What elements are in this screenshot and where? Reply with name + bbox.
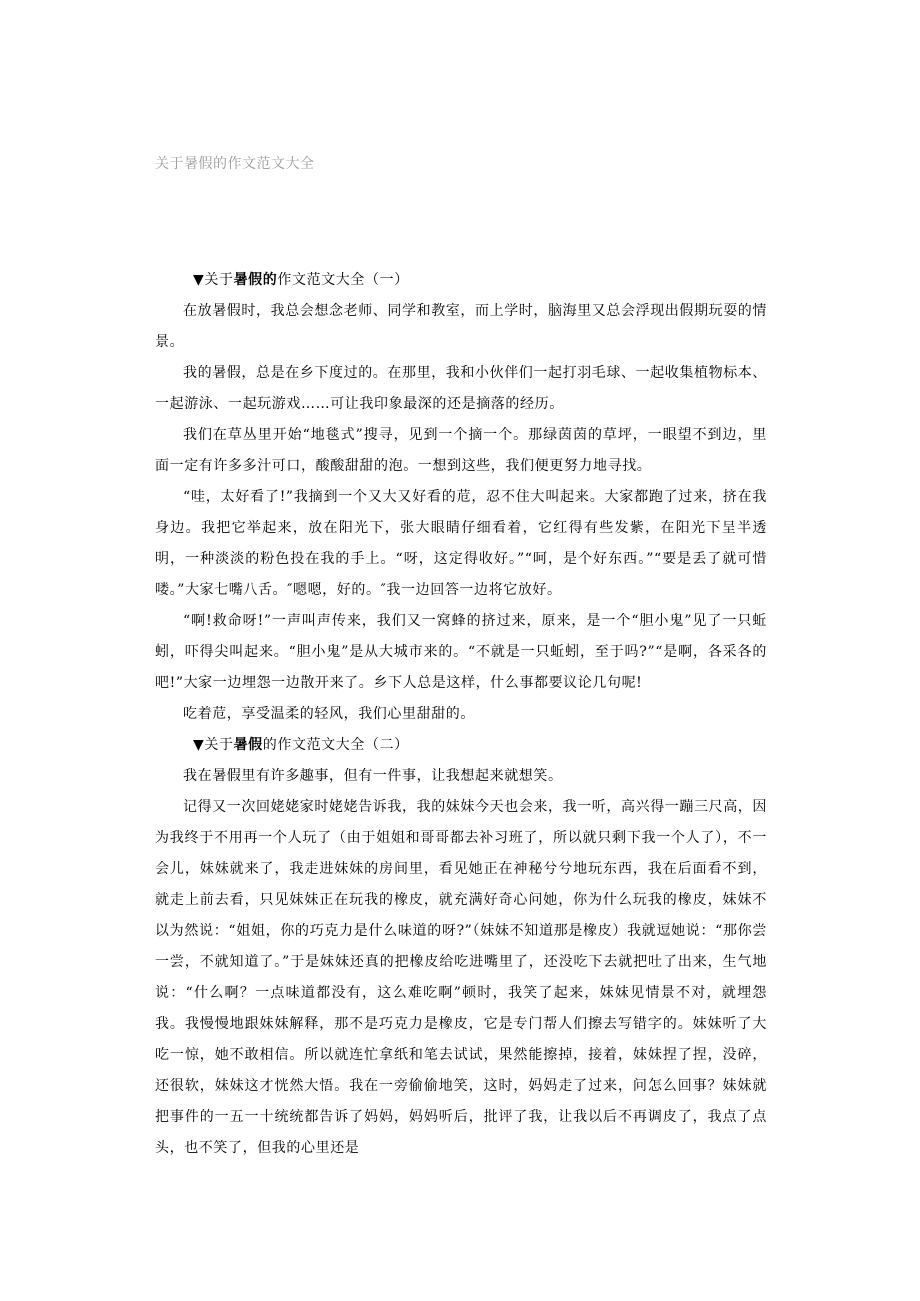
- section-heading-1: [155, 265, 767, 296]
- section-heading-2: [155, 730, 767, 761]
- paragraph: “啊!救命呀!”一声叫声传来，我们又一窝蜂的挤过来，原来，是一个“胆小鬼”见了一只蚯蚓，吓得尖叫起来。“胆小鬼”是从大城市来的。“不就是一只蚯蚓，至于吗?”“是啊，各采各的吧!”大家一边埋怨一边散开来了。乡下人总是这样，什么事都要议论几句呢!: [155, 613, 767, 691]
- heading-keyword: 暑假: [233, 737, 263, 753]
- paragraph: 在放暑假时，我总会想念老师、同学和教室，而上学时，脑海里又总会浮现出假期玩耍的情景。: [155, 303, 767, 350]
- paragraph: 我在暑假里有许多趣事，但有一件事，让我想起来就想笑。: [183, 768, 563, 784]
- heading-suffix: 作文范文大全（一）: [277, 272, 409, 288]
- paragraph: 吃着苊，享受温柔的轻风，我们心里甜甜的。: [183, 706, 475, 722]
- paragraph: 记得又一次回姥姥家时姥姥告诉我，我的妹妹今天也会来，我一听，高兴得一蹦三尺高，因为我终于不用再一个人玩了（由于姐姐和哥哥都去补习班了，所以就只剩下我一个人了），不一会儿，妹妹就来了，我走进妹妹的房间里，看见她正在神秘兮兮地玩东西，我在后面看不到，就走上前去看，只见妹妹正在玩我的橡皮，就充满好奇心问她，你为什么玩我的橡皮，妹妹不以为然说：“姐姐，你的巧克力是什么味道的呀?”（妹妹不知道那是橡皮）我就逗她说：“那你尝一尝，不就知道了。”于是妹妹还真的把橡皮给吃进嘴里了，还没吃下去就把吐了出来，生气地说：“什么啊？一点味道都没有，这么难吃啊”顿时，我笑了起来，妹妹见情景不对，就埋怨我。我慢慢地跟妹妹解释，那不是巧克力是橡皮，它是专门帮人们擦去写错字的。妹妹听了大吃一惊，她不敢相信。所以就连忙拿纸和笔去试试，果然能擦掉，接着，妹妹捏了捏，没碎，还很软，妹妹这才恍然大悟。我在一旁偷偷地笑，这时，妈妈走了过来，问怎么回事？妹妹就把事件的一五一十统统都告诉了妈妈，妈妈听后，批评了我，让我以后不再调皮了，我点了点头，也不笑了，但我的心里还是: [155, 799, 767, 1156]
- paragraph: 我们在草丛里开始“地毯式”搜寻，见到一个摘一个。那绿茵茵的草坪，一眼望不到边，里面一定有许多多汁可口，酸酸甜甜的泡。一想到这些，我们便更努力地寻找。: [155, 427, 767, 474]
- heading-suffix: 的作文范文大全（二）: [262, 737, 409, 753]
- paragraph: “哇，太好看了!”我摘到一个又大又好看的苊，忍不住大叫起来。大家都跑了过来，挤在我身边。我把它举起来，放在阳光下，张大眼睛仔细看着，它红得有些发紫，在阳光下呈半透明，一种淡淡的粉色投在我的手上。“呀，这定得收好。”“呵，是个好东西。”“要是丢了就可惜喽。”大家七嘴八舌。″嗯嗯，好的。″我一边回答一边将它放好。: [155, 489, 767, 598]
- document-body: [155, 265, 767, 1164]
- paragraph: 我的暑假，总是在乡下度过的。在那里，我和小伙伴们一起打羽毛球、一起收集植物标本、一起游泳、一起玩游戏……可让我印象最深的还是摘落的经历。: [155, 365, 767, 412]
- heading-prefix: ▼关于: [193, 272, 234, 288]
- heading-keyword: 暑假的: [233, 272, 278, 288]
- heading-prefix: ▼关于: [193, 737, 234, 753]
- document-title: 关于暑假的作文范文大全: [155, 156, 315, 172]
